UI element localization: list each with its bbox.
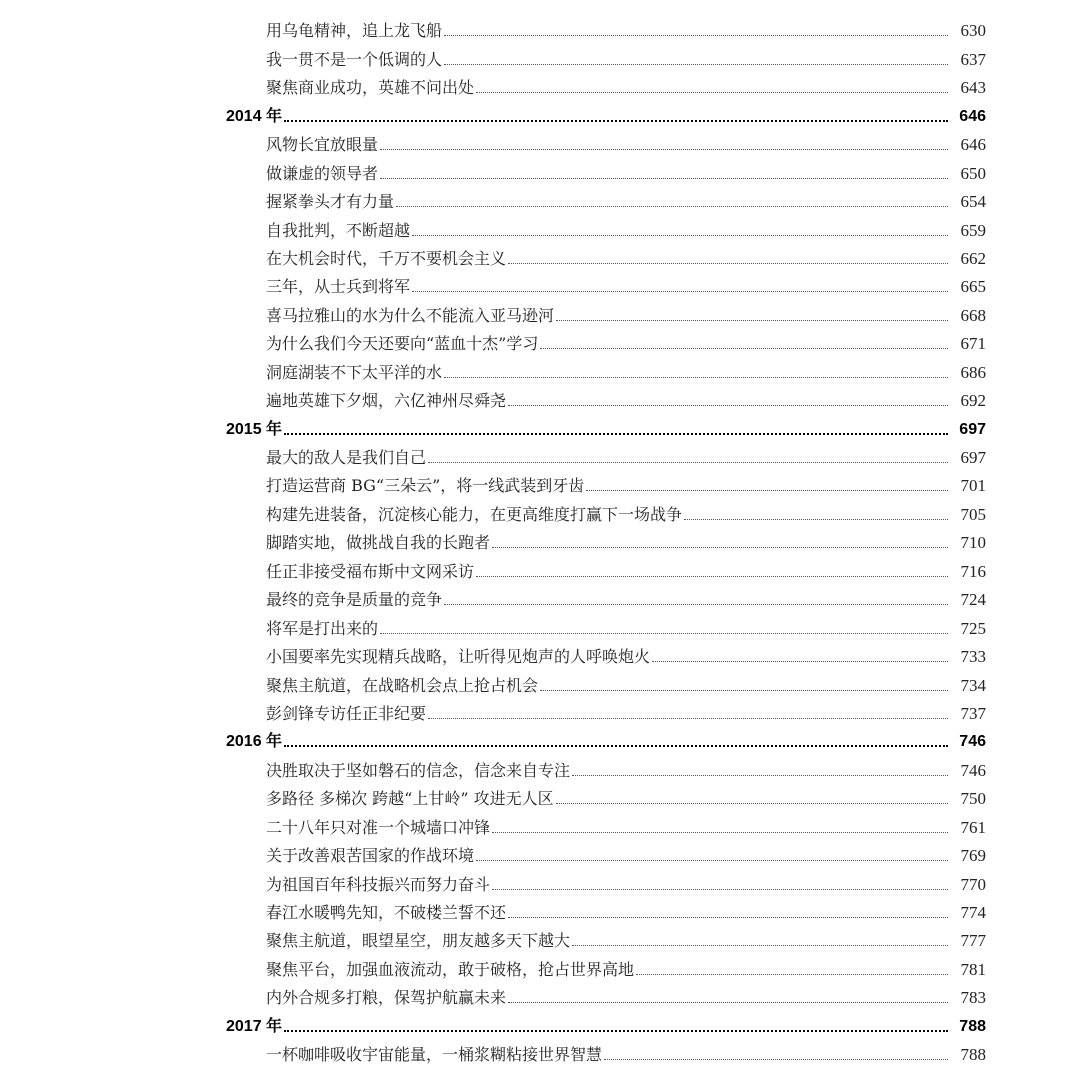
toc-entry-row[interactable] (0, 642, 1080, 670)
toc-page-number: 710 (960, 533, 986, 553)
toc-page-number: 761 (960, 817, 986, 837)
dot-leader (492, 547, 948, 548)
toc-entry-row[interactable] (0, 613, 1080, 641)
toc-entry-row[interactable] (0, 471, 1080, 499)
toc-entry-title: 聚焦商业成功，英雄不问出处 (266, 78, 475, 98)
dot-leader (508, 1002, 948, 1003)
toc-page-number: 737 (960, 703, 986, 723)
toc-page-number: 662 (960, 248, 986, 268)
toc-page-number: 788 (959, 1017, 986, 1035)
dot-leader (476, 576, 948, 577)
toc-entry-title: 用乌龟精神，追上龙飞船 (266, 21, 443, 41)
dot-leader (604, 1059, 948, 1060)
toc-entry-row[interactable] (0, 926, 1080, 954)
toc-entry-row[interactable] (0, 869, 1080, 897)
toc-page-number: 643 (960, 78, 986, 98)
toc-entry-title: 自我批判，不断超越 (266, 220, 411, 240)
toc-entry-title: 握紧拳头才有力量 (266, 192, 395, 212)
toc-entry-title: 我一贯不是一个低调的人 (266, 49, 443, 69)
toc-entry-title: 任正非接受福布斯中文网采访 (266, 561, 475, 581)
toc-entry-title: 聚焦平台，加强血液流动，敢于破格，抢占世界高地 (266, 959, 635, 979)
toc-entry-row[interactable] (0, 130, 1080, 158)
toc-entry-title: 聚焦主航道，眼望星空，朋友越多天下越大 (266, 931, 571, 951)
toc-entry-row[interactable] (0, 954, 1080, 982)
toc-entry-row[interactable] (0, 215, 1080, 243)
dot-leader (428, 718, 948, 719)
toc-section-row[interactable] (0, 1011, 1080, 1039)
toc-entry-title: 风物长宜放眼量 (266, 135, 379, 155)
toc-section-title: 2015 年 (226, 420, 283, 438)
dot-leader (636, 974, 948, 975)
toc-entry-title: 彭剑锋专访任正非纪要 (266, 703, 427, 723)
toc-page-number: 630 (960, 21, 986, 41)
dot-leader (412, 235, 948, 236)
toc-entry-row[interactable] (0, 386, 1080, 414)
toc-entry-row[interactable] (0, 556, 1080, 584)
toc-section-row[interactable] (0, 101, 1080, 129)
toc-entry-row[interactable] (0, 585, 1080, 613)
dot-leader (284, 120, 948, 122)
dot-leader (284, 1030, 948, 1032)
toc-entry-title: 构建先进装备，沉淀核心能力，在更高维度打赢下一场战争 (266, 504, 683, 524)
dot-leader (540, 690, 948, 691)
toc-entry-row[interactable] (0, 670, 1080, 698)
toc-page-number: 725 (960, 618, 986, 638)
dot-leader (586, 490, 948, 491)
dot-leader (556, 320, 948, 321)
toc-entry-title: 脚踏实地，做挑战自我的长跑者 (266, 533, 491, 553)
toc-page-number: 697 (959, 420, 986, 438)
toc-page-number: 724 (960, 590, 986, 610)
toc-entry-title: 二十八年只对准一个城墙口冲锋 (266, 817, 491, 837)
dot-leader (284, 745, 948, 747)
toc-page-number: 788 (960, 1045, 986, 1065)
dot-leader (444, 377, 948, 378)
toc-entry-row[interactable] (0, 272, 1080, 300)
dot-leader (380, 178, 948, 179)
toc-entry-title: 决胜取决于坚如磐石的信念，信念来自专注 (266, 760, 571, 780)
toc-entry-title: 关于改善艰苦国家的作战环境 (266, 846, 475, 866)
toc-page-number: 750 (960, 789, 986, 809)
toc-page-number: 665 (960, 277, 986, 297)
toc-entry-title: 一杯咖啡吸收宇宙能量，一桶浆糊粘接世界智慧 (266, 1045, 603, 1065)
toc-page-number: 770 (960, 874, 986, 894)
dot-leader (492, 889, 948, 890)
toc-page-number: 692 (960, 391, 986, 411)
dot-leader (476, 860, 948, 861)
toc-entry-title: 小国要率先实现精兵战略，让听得见炮声的人呼唤炮火 (266, 647, 651, 667)
dot-leader (492, 832, 948, 833)
toc-entry-row[interactable] (0, 300, 1080, 328)
toc-page-number: 769 (960, 846, 986, 866)
toc-entry-row[interactable] (0, 499, 1080, 527)
toc-entry-row[interactable] (0, 812, 1080, 840)
toc-entry-row[interactable] (0, 329, 1080, 357)
dot-leader (508, 405, 948, 406)
toc-page-number: 777 (960, 931, 986, 951)
dot-leader (380, 149, 948, 150)
toc-entry-row[interactable] (0, 699, 1080, 727)
toc-entry-row[interactable] (0, 983, 1080, 1011)
toc-page-number: 781 (960, 959, 986, 979)
toc-entry-title: 做谦虚的领导者 (266, 163, 379, 183)
toc-entry-title: 喜马拉雅山的水为什么不能流入亚马逊河 (266, 305, 555, 325)
toc-section-title: 2014 年 (226, 107, 283, 125)
dot-leader (428, 462, 948, 463)
toc-page-number: 783 (960, 988, 986, 1008)
table-of-contents (0, 16, 1080, 1068)
toc-page-number: 646 (959, 107, 986, 125)
toc-entry-title: 最大的敌人是我们自己 (266, 448, 427, 467)
toc-page-number: 659 (960, 220, 986, 240)
dot-leader (556, 803, 948, 804)
toc-page-number: 637 (960, 49, 986, 69)
dot-leader (476, 92, 948, 93)
toc-page-number: 774 (960, 903, 986, 922)
dot-leader (412, 291, 948, 292)
toc-entry-row[interactable] (0, 784, 1080, 812)
toc-entry-title: 在大机会时代，千万不要机会主义 (266, 248, 507, 268)
toc-page-number: 654 (960, 192, 986, 212)
toc-entry-title: 遍地英雄下夕烟，六亿神州尽舜尧 (266, 391, 507, 411)
dot-leader (540, 348, 948, 349)
toc-page-number: 668 (960, 305, 986, 325)
toc-entry-row[interactable] (0, 898, 1080, 926)
dot-leader (396, 206, 948, 207)
toc-entry-title: 三年，从士兵到将军 (266, 277, 411, 297)
toc-entry-title: 将军是打出来的 (266, 618, 379, 638)
toc-page-number: 650 (960, 163, 986, 183)
dot-leader (508, 917, 948, 918)
dot-leader (572, 945, 948, 946)
cut-off-next-section-row (0, 1072, 1080, 1080)
toc-page-number: 716 (960, 561, 986, 581)
toc-entry-title: 洞庭湖装不下太平洋的水 (266, 362, 443, 382)
toc-entry-row[interactable] (0, 187, 1080, 215)
toc-entry-row[interactable] (0, 44, 1080, 72)
toc-entry-title: 打造运营商 BG“三朵云”，将一线武装到牙齿 (266, 476, 585, 496)
toc-entry-row[interactable] (0, 841, 1080, 869)
toc-section-title: 2017 年 (226, 1017, 283, 1035)
toc-entry-row[interactable] (0, 443, 1080, 471)
toc-entry-row[interactable] (0, 1040, 1080, 1068)
toc-page-number: 671 (960, 334, 986, 354)
dot-leader (684, 519, 948, 520)
toc-page-number: 746 (960, 760, 986, 780)
toc-entry-title: 最终的竞争是质量的竞争 (266, 590, 443, 610)
toc-entry-title: 春江水暖鸭先知，不破楼兰誓不还 (266, 903, 507, 922)
toc-entry-row[interactable] (0, 244, 1080, 272)
dot-leader (652, 661, 948, 662)
toc-page-number: 701 (960, 476, 986, 496)
dot-leader (444, 604, 948, 605)
toc-section-row[interactable] (0, 727, 1080, 755)
toc-section-row[interactable] (0, 414, 1080, 442)
toc-entry-row[interactable] (0, 73, 1080, 101)
dot-leader (572, 775, 948, 776)
dot-leader (444, 35, 948, 36)
toc-section-title: 2016 年 (226, 733, 283, 751)
dot-leader (284, 433, 948, 435)
toc-entry-row[interactable] (0, 357, 1080, 385)
toc-entry-title: 聚焦主航道，在战略机会点上抢占机会 (266, 675, 539, 695)
toc-entry-row[interactable] (0, 158, 1080, 186)
toc-page-number: 734 (960, 675, 986, 695)
dot-leader (444, 64, 948, 65)
dot-leader (380, 633, 948, 634)
dot-leader (508, 263, 948, 264)
toc-entry-title: 内外合规多打粮，保驾护航赢未来 (266, 988, 507, 1008)
toc-entry-row[interactable] (0, 528, 1080, 556)
toc-page-number: 746 (959, 733, 986, 751)
toc-page-number: 686 (960, 362, 986, 382)
toc-page-number: 733 (960, 647, 986, 667)
toc-page-number: 646 (960, 135, 986, 155)
toc-entry-row[interactable] (0, 755, 1080, 783)
toc-entry-row[interactable] (0, 16, 1080, 44)
toc-page-number: 697 (960, 448, 986, 467)
toc-entry-title: 多路径 多梯次 跨越“上甘岭” 攻进无人区 (266, 789, 554, 809)
toc-entry-title: 为什么我们今天还要向“蓝血十杰”学习 (266, 334, 539, 354)
toc-page-number: 705 (960, 504, 986, 524)
toc-entry-title: 为祖国百年科技振兴而努力奋斗 (266, 874, 491, 894)
